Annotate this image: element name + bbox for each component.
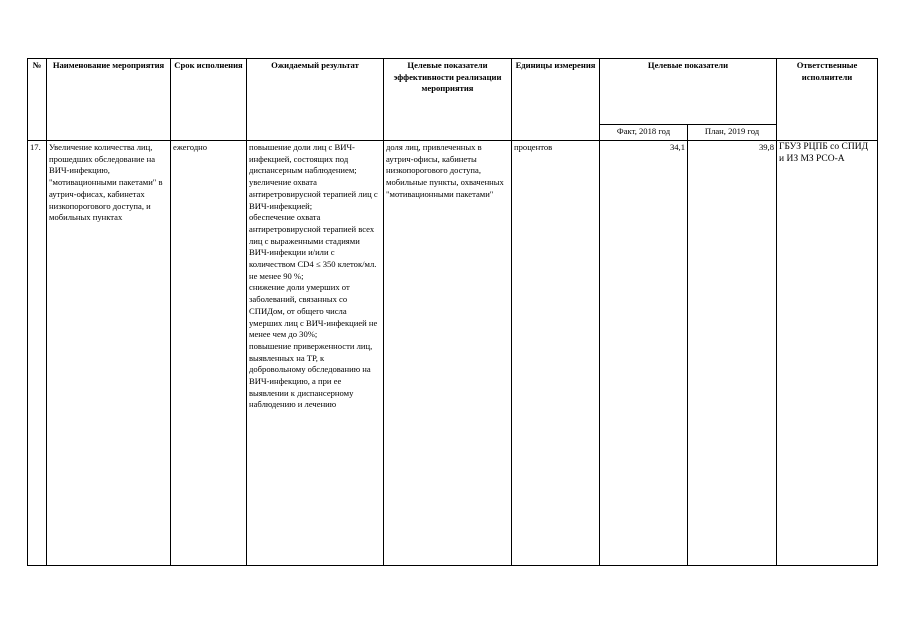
row-executor: ГБУЗ РЦПБ со СПИД и ИЗ МЗ РСО-А <box>777 141 878 566</box>
header-name: Наименование мероприятия <box>47 59 171 141</box>
row-num: 17. <box>28 141 47 566</box>
row-plan: 39,8 <box>688 141 777 566</box>
header-fact: Факт, 2018 год <box>600 125 688 141</box>
header-deadline: Срок исполнения <box>171 59 247 141</box>
header-units: Единицы измерения <box>512 59 600 141</box>
header-indicators: Целевые показатели эффективности реализации мероприятия <box>384 59 512 141</box>
header-result: Ожидаемый результат <box>247 59 384 141</box>
header-num: № <box>28 59 47 141</box>
measures-table <box>27 58 878 566</box>
row-name: Увеличение количества лиц, прошедших обследование на ВИЧ-инфекцию, "мотивационными пакетами" в аутрич-офисах, кабинетах низкопорогового доступа, и мобильных пунктах <box>47 141 171 566</box>
header-targets: Целевые показатели <box>600 59 777 125</box>
row-fact: 34,1 <box>600 141 688 566</box>
row-deadline: ежегодно <box>171 141 247 566</box>
header-plan: План, 2019 год <box>688 125 777 141</box>
row-result: повышение доли лиц с ВИЧ-инфекцией, состоящих под диспансерным наблюдением; увеличение охвата антиретровирусной терапией лиц с ВИЧ-инфекцией; обеспечение охвата антиретровирусной терапией всех лиц с выраженными стадиями ВИЧ-инфекции и/или с количеством CD4 ≤ 350 клеток/мл. не менее 90 %; снижение доли умерших от заболеваний, связанных со СПИДом, от общего числа умерших лиц с ВИЧ-инфекцией не менее чем до 30%; повышение приверженности лиц, выявленных на ТР, к добровольному обследованию на ВИЧ-инфекцию, а при ее выявлении к диспансерному наблюдению и лечению <box>247 141 384 566</box>
row-indicator: доля лиц, привлеченных в аутрич-офисы, кабинеты низкопорогового доступа, мобильные пункты, охваченных "мотивационными пакетами" <box>384 141 512 566</box>
header-executors: Ответственные исполнители <box>777 59 878 141</box>
row-units: процентов <box>512 141 600 566</box>
header-row <box>28 59 878 125</box>
table-row <box>28 141 878 566</box>
